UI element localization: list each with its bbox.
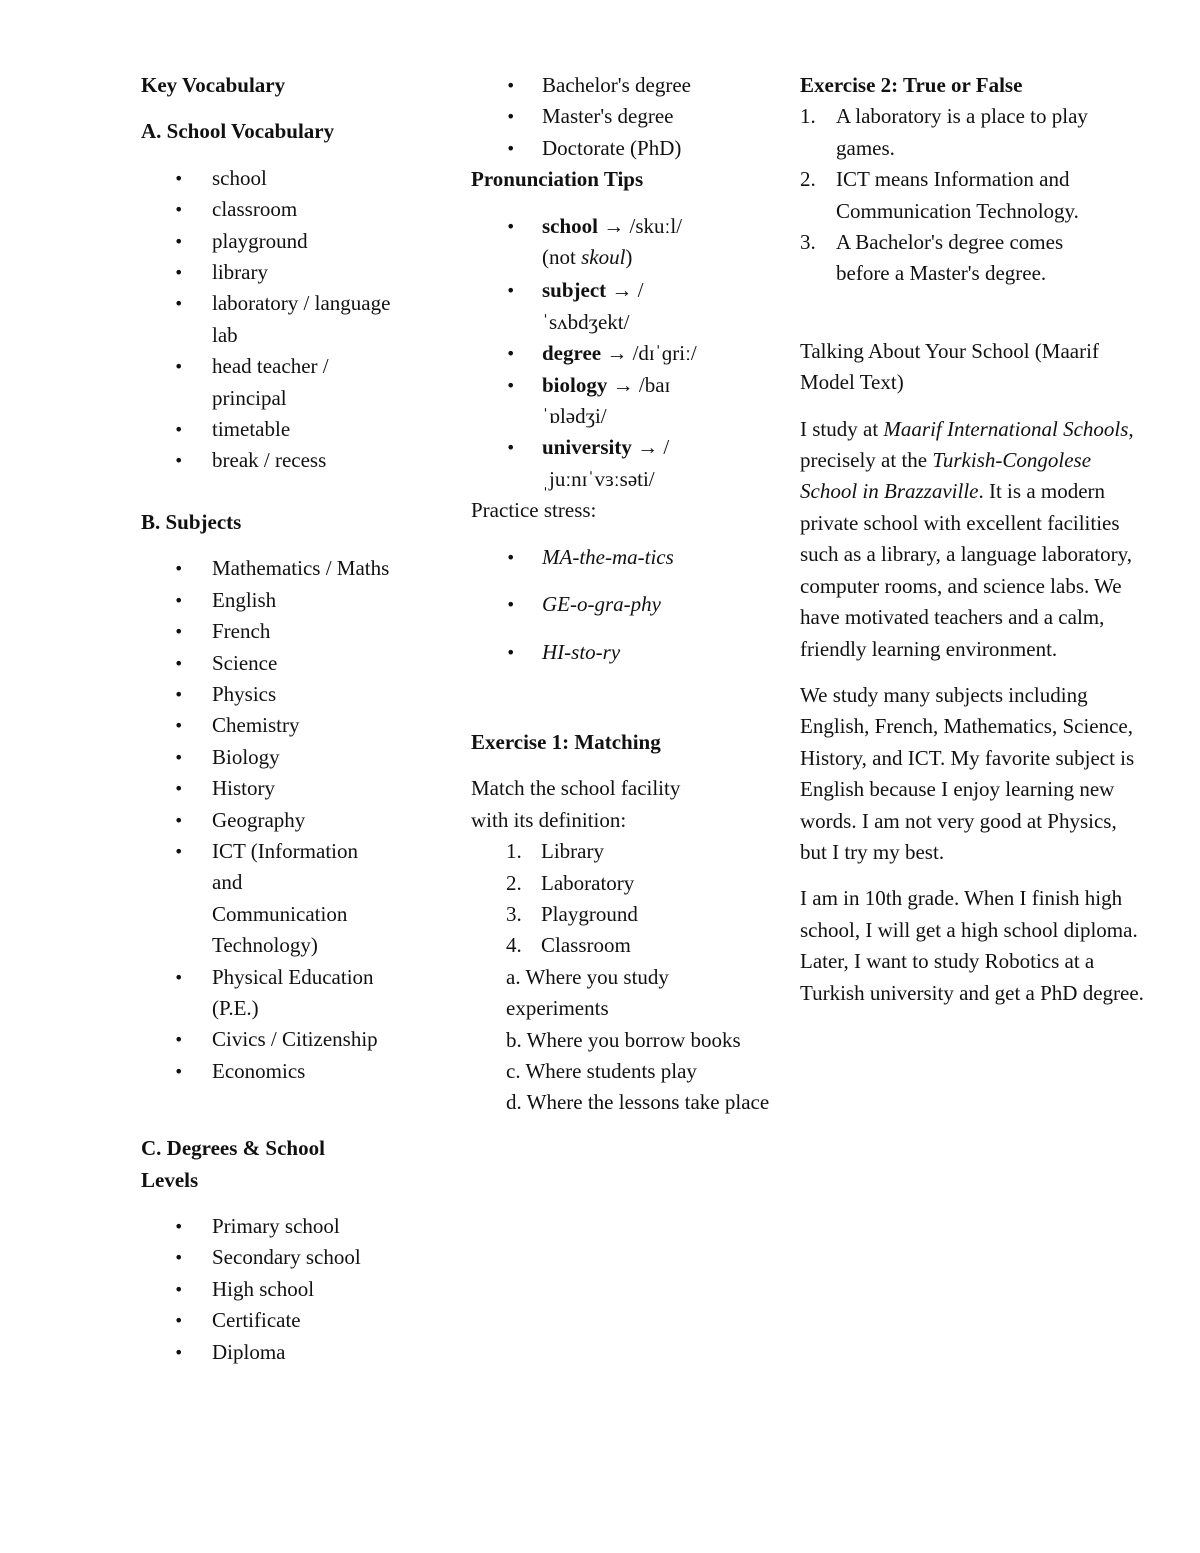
item-text: Library <box>541 839 604 864</box>
pron-item-school <box>471 211 711 274</box>
exercise-1-instruction: Match the school facility with its definition: <box>471 776 681 832</box>
item-text: ICT means Information and Communication Technology. <box>836 167 1079 223</box>
degrees-continued-list <box>471 70 801 164</box>
pron-item-university <box>471 432 711 495</box>
pron-ipa: → /ˌjuːnɪˈvɜːsəti/ <box>542 435 670 491</box>
item-number: 2. <box>800 167 816 192</box>
pronunciation-list <box>471 211 711 496</box>
list-item: • school <box>141 163 406 194</box>
item-number: 2. <box>506 870 522 895</box>
degrees-list <box>141 1211 406 1368</box>
list-item: • Civics / Citizenship <box>141 1024 406 1055</box>
exercise-1-heading: Exercise 1: Matching <box>471 729 661 754</box>
text-span: , precisely at the <box>800 416 1134 473</box>
pron-item-degree <box>471 338 711 369</box>
item-text: A Bachelor's degree comes before a Master's degree. <box>836 230 1064 286</box>
list-item: • timetable <box>141 414 406 445</box>
list-item: • playground <box>141 226 406 257</box>
definition: d. Where the lessons take place <box>506 1090 770 1115</box>
item-text: A laboratory is a place to play games. <box>836 104 1088 160</box>
pron-not: skoul <box>581 245 626 270</box>
model-text-paragraph-3: I am in 10th grade. When I finish high school, I will get a high school diploma. Later, I want to study Robotics at a Turkish university and get a PhD degree. <box>800 886 1144 1005</box>
pron-word: school <box>542 213 599 238</box>
list-item: • break / recess <box>141 445 406 476</box>
item-number: 3. <box>800 230 816 255</box>
text-span: . It is a modern private school with excellent facilities such as a library, a language laboratory, computer rooms, and science labs. We have motivated teachers and a calm, friendly learning environment. <box>800 479 1132 661</box>
pron-ipa: → /ˈsʌbdʒekt/ <box>542 278 644 334</box>
list-item: • High school <box>141 1274 406 1305</box>
list-item: • French <box>141 616 406 647</box>
school-vocabulary-list <box>141 163 406 477</box>
list-item: • Geography <box>141 805 406 836</box>
list-item: • Master's degree <box>471 101 801 132</box>
pron-item-subject <box>471 275 711 338</box>
column-2 <box>471 70 801 1119</box>
list-item: • Primary school <box>141 1211 406 1242</box>
model-text-title: Talking About Your School (Maarif Model Text) <box>800 338 1099 395</box>
exercise-1-definitions <box>471 962 801 1119</box>
list-item: • Biology <box>141 742 406 773</box>
pronunciation-heading: Pronunciation Tips <box>471 167 644 192</box>
list-item: • ICT (Information and Communication Technology) <box>141 836 406 962</box>
list-item: • English <box>141 585 406 616</box>
list-item: • Economics <box>141 1056 406 1087</box>
pron-word: biology <box>542 372 608 397</box>
school-name: Maarif International Schools <box>883 416 1129 441</box>
pron-ipa: → /skuːl/ (not <box>542 213 683 270</box>
exercise-2-items <box>800 101 1120 289</box>
list-item: • Science <box>141 648 406 679</box>
definition: a. Where you study experiments <box>506 964 669 1021</box>
list-item <box>800 227 1120 290</box>
list-item: • History <box>141 773 406 804</box>
item-text: Laboratory <box>541 870 635 895</box>
pron-ipa: → /dɪˈɡriː/ <box>601 341 697 366</box>
list-item: • laboratory / language lab <box>141 288 406 351</box>
pron-ipa: → /baɪˈɒlədʒi/ <box>542 372 671 429</box>
list-item: • Doctorate (PhD) <box>471 133 801 164</box>
item-text: Classroom <box>541 933 631 958</box>
list-item: • Secondary school <box>141 1242 406 1273</box>
pron-word: subject <box>542 278 607 303</box>
item-number: 1. <box>800 104 816 129</box>
stress-list <box>471 542 801 668</box>
list-item: • HI-sto-ry <box>471 637 801 668</box>
list-item: • head teacher / principal <box>141 351 406 414</box>
list-item: • GE-o-gra-phy <box>471 589 801 620</box>
section-a-heading: A. School Vocabulary <box>141 119 335 144</box>
model-text-paragraph-2: We study many subjects including English, French, Mathematics, Science, History, and ICT. My favorite subject is English because I enjoy learning new words. I am not very good at Physics, but I try my best. <box>800 682 1135 864</box>
list-item: • Chemistry <box>141 710 406 741</box>
pron-item-biology <box>471 370 711 433</box>
section-b-heading: B. Subjects <box>141 509 242 534</box>
item-number: 1. <box>506 839 522 864</box>
pron-end: ) <box>625 245 633 270</box>
item-text: Playground <box>541 901 638 926</box>
definition: b. Where you borrow books <box>506 1027 741 1052</box>
list-item <box>471 930 801 961</box>
list-item: • Diploma <box>141 1337 406 1368</box>
list-item: • MA-the-ma-tics <box>471 542 801 573</box>
list-item <box>471 899 801 930</box>
subjects-list <box>141 553 406 1087</box>
list-item: • classroom <box>141 194 406 225</box>
list-item <box>800 164 1120 227</box>
list-item <box>471 868 801 899</box>
exercise-1-items <box>471 836 801 962</box>
list-item: • Certificate <box>141 1305 406 1336</box>
page-title: Key Vocabulary <box>141 73 286 97</box>
school-branch: Turkish-Congolese School in Brazzaville <box>800 448 1092 504</box>
column-1 <box>141 70 406 1368</box>
exercise-2-heading: Exercise 2: True or False <box>800 73 1023 97</box>
item-number: 4. <box>506 933 522 958</box>
item-number: 3. <box>506 901 522 926</box>
column-3 <box>800 70 1145 1024</box>
pron-word: university <box>542 435 632 460</box>
list-item: • library <box>141 257 406 288</box>
model-text-paragraph-1 <box>800 414 1145 665</box>
list-item: • Mathematics / Maths <box>141 553 406 584</box>
pron-word: degree <box>542 341 602 366</box>
list-item: • Physical Education (P.E.) <box>141 962 406 1025</box>
list-item: • Physics <box>141 679 406 710</box>
definition: c. Where students play <box>506 1058 697 1083</box>
list-item <box>471 836 801 867</box>
text-span: I study at <box>800 416 884 441</box>
stress-label: Practice stress: <box>471 498 597 523</box>
section-c-heading: C. Degrees & School Levels <box>141 1136 325 1192</box>
list-item: • Bachelor's degree <box>471 70 801 101</box>
list-item <box>800 101 1120 164</box>
